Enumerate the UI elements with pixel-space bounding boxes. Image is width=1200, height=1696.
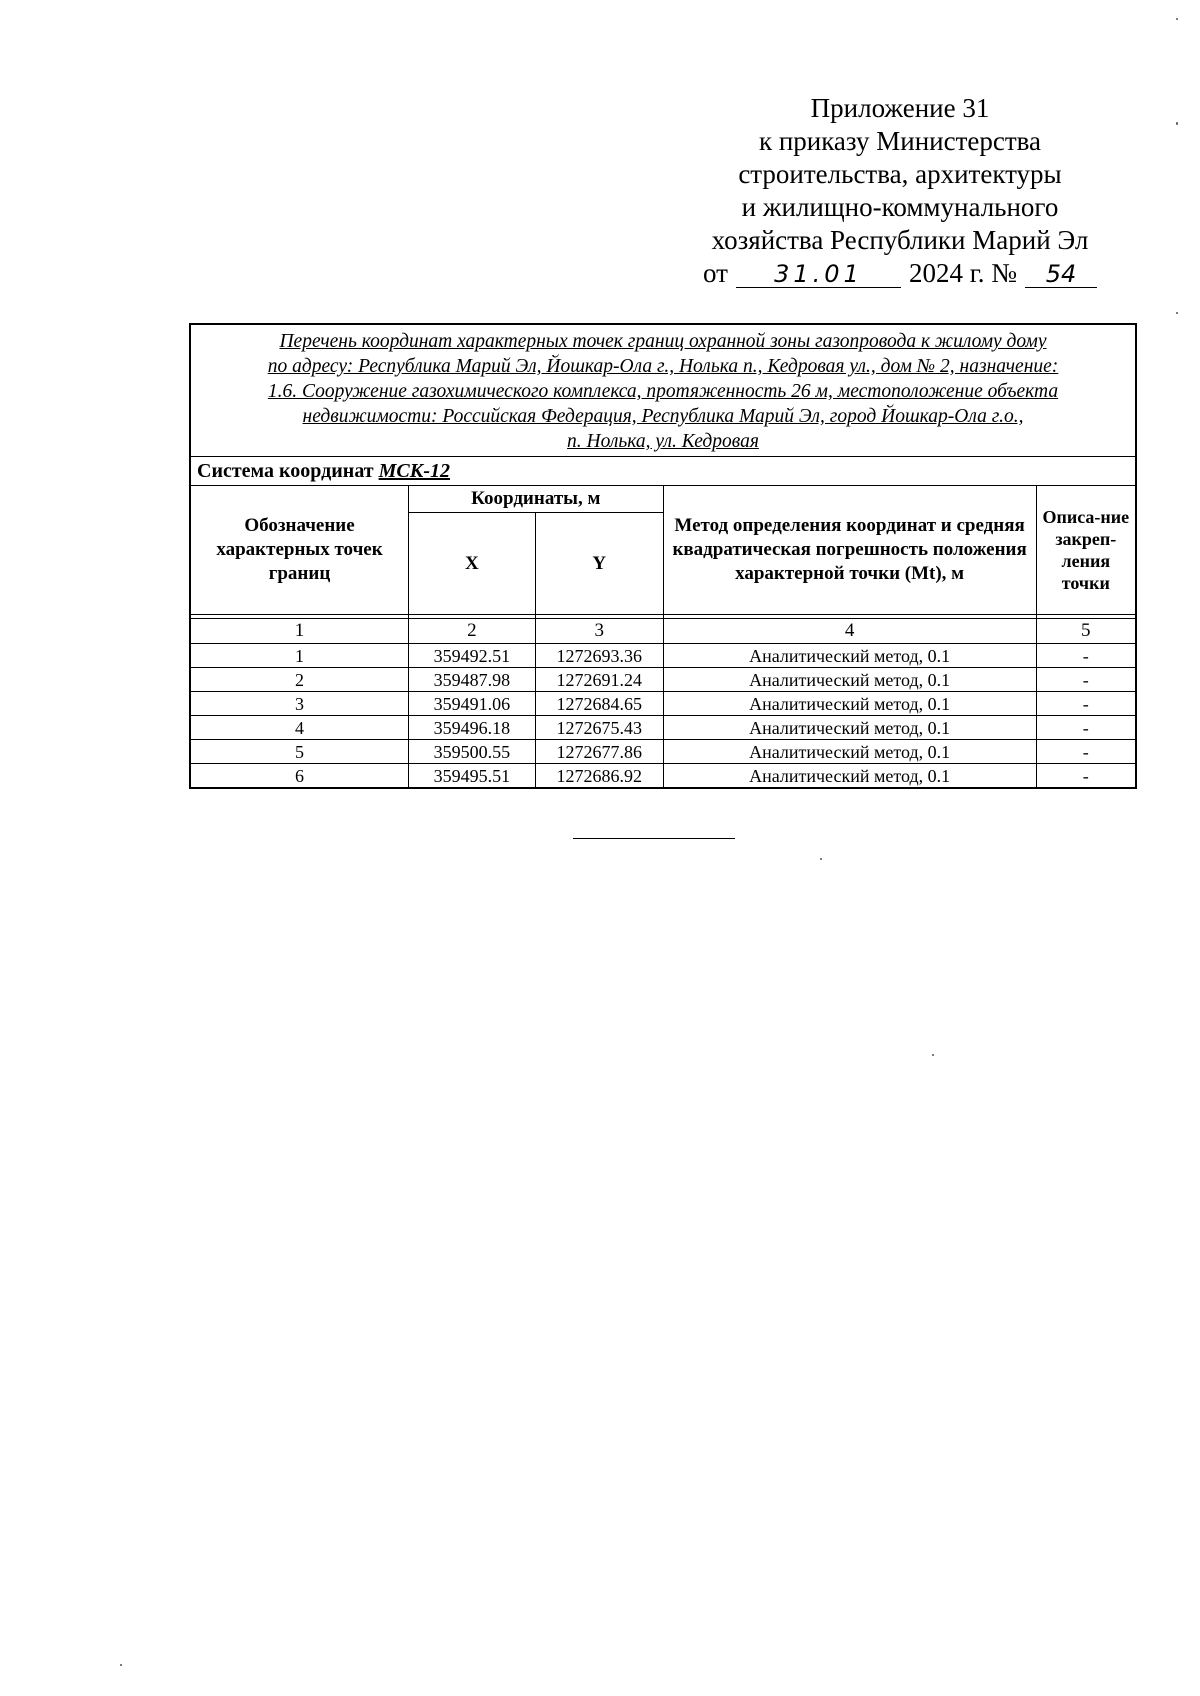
column-number: 5 (1036, 619, 1136, 644)
header-y: Y (535, 513, 663, 615)
cell-x: 359500.55 (409, 740, 536, 764)
cell-method: Аналитический метод, 0.1 (663, 716, 1036, 740)
cell-point: 2 (190, 668, 409, 692)
handwritten-order-number: 54 (1025, 261, 1097, 288)
cell-method: Аналитический метод, 0.1 (663, 644, 1036, 668)
appendix-line-1: Приложение 31 (810, 93, 990, 123)
cell-point: 6 (190, 764, 409, 789)
title-line-5: п. Нолька, ул. Кедровая (567, 431, 759, 452)
table-row (190, 644, 1136, 668)
header-coords: Координаты, м (409, 486, 664, 513)
handwritten-date: 31.01 (736, 261, 901, 288)
end-of-document-rule (573, 838, 735, 839)
cell-y: 1272677.86 (535, 740, 663, 764)
date-prefix: от (703, 258, 728, 288)
coordinate-system-label: Система координат (197, 460, 374, 482)
cell-x: 359492.51 (409, 644, 536, 668)
title-line-1: Перечень координат характерных точек границ охранной зоны газопровода к жилому дому (279, 331, 1047, 352)
cell-y: 1272686.92 (535, 764, 663, 789)
cell-description: - (1036, 692, 1136, 716)
cell-x: 359495.51 (409, 764, 536, 789)
column-number: 2 (409, 619, 536, 644)
title-line-4: недвижимости: Российская Федерация, Республика Марий Эл, город Йошкар-Ола г.о., (302, 406, 1024, 427)
title-line-3: 1.6. Сооружение газохимического комплекса, протяженность 26 м, местоположение объекта (267, 381, 1059, 402)
column-number: 1 (190, 619, 409, 644)
header-x: X (409, 513, 536, 615)
appendix-line-4: и жилищно-коммунального (741, 192, 1059, 222)
coordinates-table (189, 323, 1137, 789)
cell-x: 359491.06 (409, 692, 536, 716)
header-method: Метод определения координат и средняя квадратическая погрешность положения характерной точки (Mt), м (663, 486, 1036, 615)
cell-y: 1272693.36 (535, 644, 663, 668)
header-description: Описа-ние закреп-ления точки (1036, 486, 1136, 615)
column-number: 4 (663, 619, 1036, 644)
cell-y: 1272691.24 (535, 668, 663, 692)
cell-method: Аналитический метод, 0.1 (663, 740, 1036, 764)
header-point: Обозначение характерных точек границ (190, 486, 409, 615)
cell-point: 3 (190, 692, 409, 716)
cell-method: Аналитический метод, 0.1 (663, 764, 1036, 789)
cell-description: - (1036, 716, 1136, 740)
column-number: 3 (535, 619, 663, 644)
cell-y: 1272675.43 (535, 716, 663, 740)
appendix-header (690, 92, 1110, 290)
table-row (190, 692, 1136, 716)
table-row (190, 716, 1136, 740)
appendix-line-5: хозяйства Республики Марий Эл (711, 225, 1089, 255)
scan-speck (1176, 312, 1178, 314)
cell-description: - (1036, 740, 1136, 764)
scan-speck (932, 1054, 934, 1056)
column-number-row (190, 619, 1136, 644)
table-title (190, 324, 1136, 457)
title-line-2: по адресу: Республика Марий Эл, Йошкар-Ола г., Нолька п., Кедровая ул., дом № 2, назначение: (267, 356, 1059, 377)
cell-description: - (1036, 668, 1136, 692)
table-row (190, 764, 1136, 789)
appendix-line-3: строительства, архитектуры (738, 159, 1062, 189)
cell-method: Аналитический метод, 0.1 (663, 692, 1036, 716)
cell-description: - (1036, 764, 1136, 789)
cell-description: - (1036, 644, 1136, 668)
table-title-row (190, 324, 1136, 457)
table-row (190, 740, 1136, 764)
appendix-line-2: к приказу Министерства (758, 126, 1042, 156)
cell-method: Аналитический метод, 0.1 (663, 668, 1036, 692)
scan-speck (1176, 122, 1178, 125)
order-date-line (690, 257, 1110, 290)
cell-x: 359487.98 (409, 668, 536, 692)
scan-speck (120, 1664, 122, 1666)
header-row-1 (190, 486, 1136, 513)
cell-point: 4 (190, 716, 409, 740)
cell-x: 359496.18 (409, 716, 536, 740)
cell-point: 1 (190, 644, 409, 668)
cell-point: 5 (190, 740, 409, 764)
coordinate-system-row (190, 457, 1136, 486)
scan-speck (1176, 18, 1178, 20)
scan-speck (820, 858, 822, 860)
year-text: 2024 г. № (908, 258, 1017, 288)
cell-y: 1272684.65 (535, 692, 663, 716)
table-row (190, 668, 1136, 692)
coordinate-system-code: МСК-12 (378, 460, 450, 482)
coordinate-system (190, 457, 1136, 486)
